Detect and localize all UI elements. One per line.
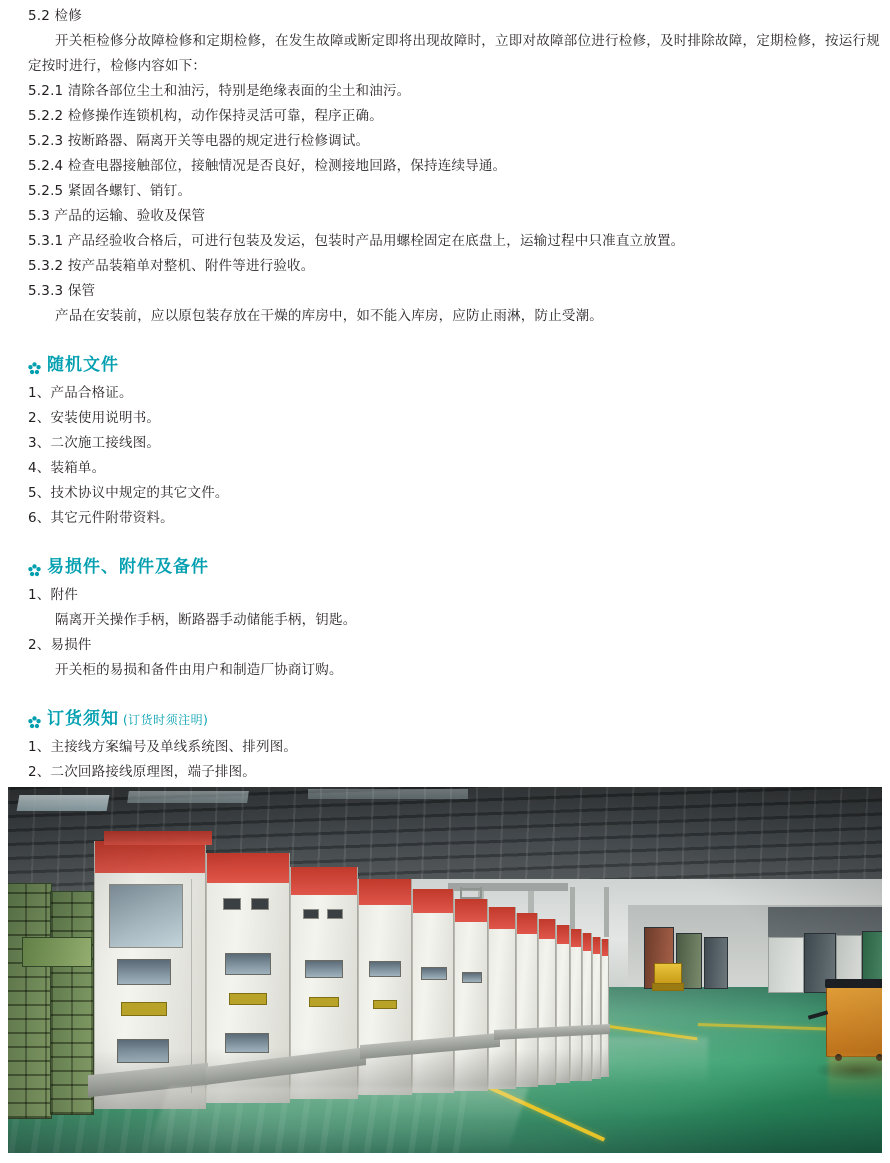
paragraph-storage: 产品在安装前，应以原包装存放在干燥的库房中，如不能入库房，应防止雨淋，防止受潮。	[55, 308, 603, 324]
right-equipment	[704, 937, 728, 989]
list-item: 2、安装使用说明书。	[28, 410, 161, 426]
section-heading-attached-documents	[28, 355, 880, 375]
skylight	[308, 789, 468, 799]
cabinet-meter	[117, 959, 171, 985]
cabinet-top-band	[95, 841, 205, 873]
list-item: 4、装箱单。	[28, 460, 106, 476]
list-item: 2、易损件	[28, 637, 92, 653]
list-item: 1、主接线方案编号及单线系统图、排列图。	[28, 739, 298, 755]
cabinet-indicator	[229, 993, 267, 1005]
switchgear-workshop-photo	[8, 787, 882, 1153]
cabinet-button	[223, 898, 241, 910]
list-item-5-3-2: 5.3.2 按产品装箱单对整机、附件等进行验收。	[28, 258, 315, 274]
paragraph-5-2: 开关柜检修分故障检修和定期检修，在发生故障或断定即将出现故障时，立即对故障部位进行检修，及时排除故障，定期检修，按运行规定按时进行，检修内容如下：	[28, 33, 880, 74]
list-item: 3、二次施工接线图。	[28, 435, 161, 451]
list-item-5-3-1: 5.3.1 产品经验收合格后，可进行包装及发运，包装时产品用螺栓固定在底盘上，运输过程中只准直立放置。	[28, 233, 685, 249]
trolley-floor-reflection	[828, 1055, 882, 1101]
section-title: 订货须知	[47, 709, 119, 729]
section-spare-parts	[28, 557, 880, 683]
list-item-5-2-1: 5.2.1 清除各部位尘土和油污，特别是绝缘表面的尘土和油污。	[28, 83, 411, 99]
cabinet-floor-reflection	[528, 1037, 708, 1087]
cabinet-indicator	[121, 1002, 167, 1016]
heading-5-2: 5.2 检修	[28, 8, 82, 24]
list-item: 5、技术协议中规定的其它文件。	[28, 485, 229, 501]
skylight	[17, 795, 110, 811]
list-item-5-2-2: 5.2.2 检修操作连锁机构，动作保持灵活可靠，程序正确。	[28, 108, 383, 124]
switchgear-cabinet	[488, 907, 516, 1089]
section-title: 易损件、附件及备件	[47, 557, 209, 577]
section-title: 随机文件	[47, 355, 119, 375]
flower-icon	[28, 714, 41, 727]
cabinet-meter	[462, 972, 482, 983]
switchgear-cabinet	[454, 899, 488, 1091]
flower-icon	[28, 360, 41, 373]
list-item: 6、其它元件附带资料。	[28, 510, 174, 526]
cabinet-button	[327, 909, 343, 919]
list-item-5-2-3: 5.2.3 按断路器、隔离开关等电器的规定进行检修调试。	[28, 133, 370, 149]
switchgear-cabinet	[412, 889, 454, 1093]
cabinet-meter	[369, 961, 401, 977]
heading-5-3: 5.3 产品的运输、验收及保管	[28, 208, 206, 224]
section-attached-documents	[28, 355, 880, 531]
orange-trolley	[826, 985, 882, 1057]
list-item-5-2-4: 5.2.4 检查电器接触部位，接触情况是否良好，检测接地回路，保持连续导通。	[28, 158, 507, 174]
cabinet-meter	[225, 953, 271, 975]
list-item: 2、二次回路接线原理图，端子排图。	[28, 764, 256, 780]
flower-icon	[28, 562, 41, 575]
cabinet-meter	[421, 967, 447, 980]
list-item: 1、附件	[28, 587, 78, 603]
switchgear-cabinet	[358, 879, 412, 1095]
cabinet-indicator	[373, 1000, 397, 1009]
cabinet-button	[303, 909, 319, 919]
list-item: 隔离开关操作手柄，断路器手动储能手柄，钥匙。	[55, 612, 357, 628]
cabinet-meter	[305, 960, 343, 978]
right-cabinet	[768, 937, 804, 993]
yellow-pallet-base	[652, 983, 684, 991]
cabinet-label-banner	[104, 831, 212, 845]
cabinet-button	[251, 898, 269, 910]
cabinet-indicator	[309, 997, 339, 1007]
section-5-3	[28, 204, 880, 329]
list-item-5-2-5: 5.2.5 紧固各螺钉、销钉。	[28, 183, 192, 199]
section-heading-spare-parts	[28, 557, 880, 577]
cabinet-window	[109, 884, 183, 948]
list-item-5-3-3: 5.3.3 保管	[28, 283, 96, 299]
section-5-2	[28, 0, 880, 204]
skylight	[127, 791, 249, 803]
photo-scene	[8, 787, 882, 1153]
list-item: 1、产品合格证。	[28, 385, 133, 401]
list-item: 开关柜的易损和备件由用户和制造厂协商订购。	[55, 662, 343, 678]
trolley-cover	[825, 979, 882, 988]
section-heading-ordering-notice	[28, 709, 880, 729]
section-note: (订货时须注明)	[123, 712, 209, 727]
cabinet-floor-reflection	[147, 1087, 528, 1153]
yellow-pallet-box	[654, 963, 682, 985]
